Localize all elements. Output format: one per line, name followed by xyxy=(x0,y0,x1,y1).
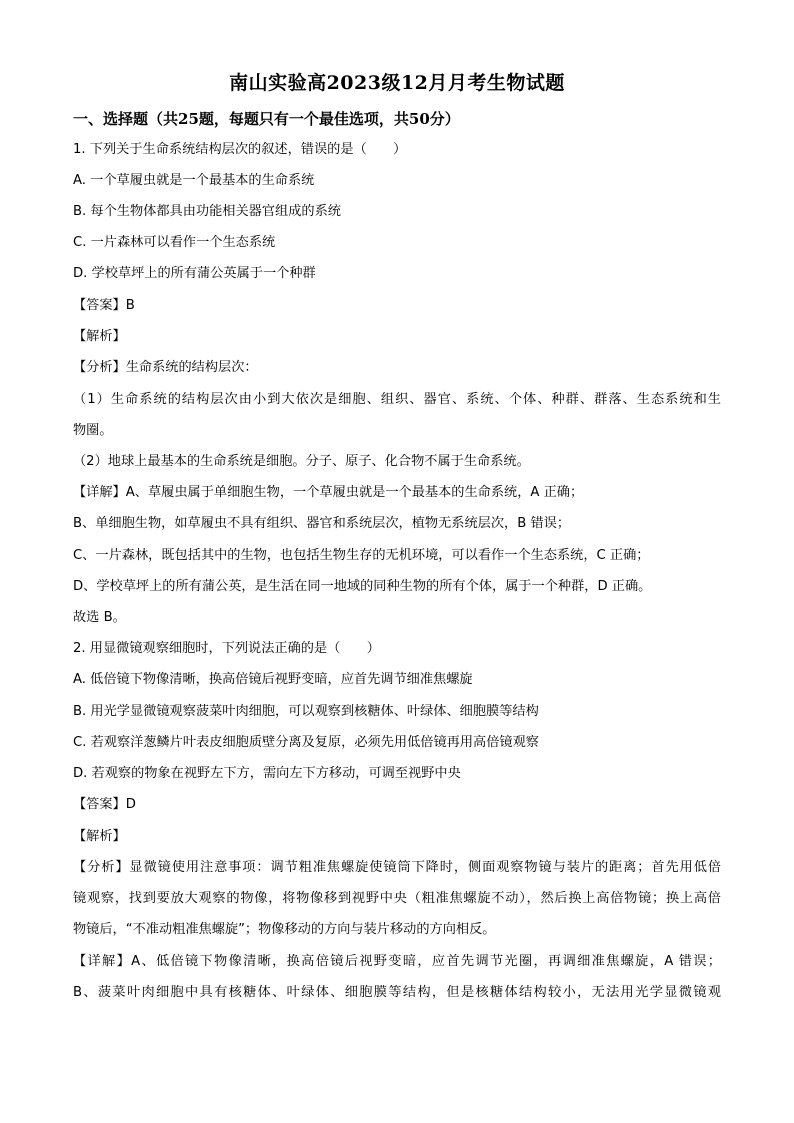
page-title: 南山实验高2023级12月月考生物试题 xyxy=(229,72,565,94)
question-1-detail-line: 【详解】A、草履虫属于单细胞生物，一个草履虫就是一个最基本的生命系统，A 正确； xyxy=(73,485,584,500)
question-2-option-a: A. 低倍镜下物像清晰，换高倍镜后视野变暗，应首先调节细准焦螺旋 xyxy=(73,672,473,687)
question-2-option-c: C. 若观察洋葱鳞片叶表皮细胞质壁分离及复原，必须先用低倍镜再用高倍镜观察 xyxy=(73,735,539,750)
question-2-analysis-label: 【解析】 xyxy=(73,829,126,844)
question-2-analysis-line: 物镜后，“不准动粗准焦螺旋”；物像移动的方向与装片移动的方向相反。 xyxy=(73,922,496,937)
question-1-option-a: A. 一个草履虫就是一个最基本的生命系统 xyxy=(73,173,315,188)
section-heading: 一、选择题（共25题，每题只有一个最佳选项，共50分） xyxy=(73,110,460,128)
question-2-stem: 2. 用显微镜观察细胞时，下列说法正确的是（ ） xyxy=(73,641,380,656)
question-1-option-c: C. 一片森林可以看作一个生态系统 xyxy=(73,235,276,250)
question-1-analysis-line: 【分析】生命系统的结构层次： xyxy=(73,360,258,375)
question-1-option-b: B. 每个生物体都具由功能相关器官组成的系统 xyxy=(73,204,341,219)
question-2-option-b: B. 用光学显微镜观察菠菜叶肉细胞，可以观察到核糖体、叶绿体、细胞膜等结构 xyxy=(73,704,539,719)
question-1-analysis-line: （1）生命系统的结构层次由小到大依次是细胞、组织、器官、系统、个体、种群、群落、生态系统和生 xyxy=(73,392,721,407)
question-2-detail-line: B、菠菜叶肉细胞中具有核糖体、叶绿体、细胞膜等结构，但是核糖体结构较小，无法用光学显微镜观 xyxy=(73,985,721,1000)
question-1-detail-line: D、学校草坪上的所有蒲公英，是生活在同一地域的同种生物的所有个体，属于一个种群，D 正确。 xyxy=(73,579,652,594)
question-2-analysis-line: 镜观察，找到要放大观察的物像，将物像移到视野中央（粗准焦螺旋不动），然后换上高倍物镜；换上高倍 xyxy=(73,891,721,906)
question-1-analysis-line: （2）地球上最基本的生命系统是细胞。分子、原子、化合物不属于生命系统。 xyxy=(73,454,530,469)
question-2-detail-line: 【详解】A、低倍镜下物像清晰，换高倍镜后视野变暗，应首先调节光圈，再调细准焦螺旋，A 错误； xyxy=(73,954,721,969)
question-1-answer: 【答案】B xyxy=(73,298,135,313)
question-1-detail-line: C、一片森林，既包括其中的生物，也包括生物生存的无机环境，可以看作一个生态系统，C 正确； xyxy=(73,548,650,563)
question-2-option-d: D. 若观察的物象在视野左下方，需向左下方移动，可调至视野中央 xyxy=(73,766,461,781)
question-1-detail-line: B、单细胞生物，如草履虫不具有组织、器官和系统层次，植物无系统层次，B 错误； xyxy=(73,516,571,531)
question-1-analysis-label: 【解析】 xyxy=(73,329,126,344)
question-1-conclusion: 故选 B。 xyxy=(73,610,126,625)
question-1-analysis-line: 物圈。 xyxy=(73,423,113,438)
question-1-option-d: D. 学校草坪上的所有蒲公英属于一个种群 xyxy=(73,266,316,281)
question-2-answer: 【答案】D xyxy=(73,797,136,812)
question-1-stem: 1. 下列关于生命系统结构层次的叙述，错误的是（ ） xyxy=(73,142,407,157)
question-2-analysis-line: 【分析】显微镜使用注意事项：调节粗准焦螺旋使镜筒下降时，侧面观察物镜与装片的距离；首先用低倍 xyxy=(73,860,721,875)
